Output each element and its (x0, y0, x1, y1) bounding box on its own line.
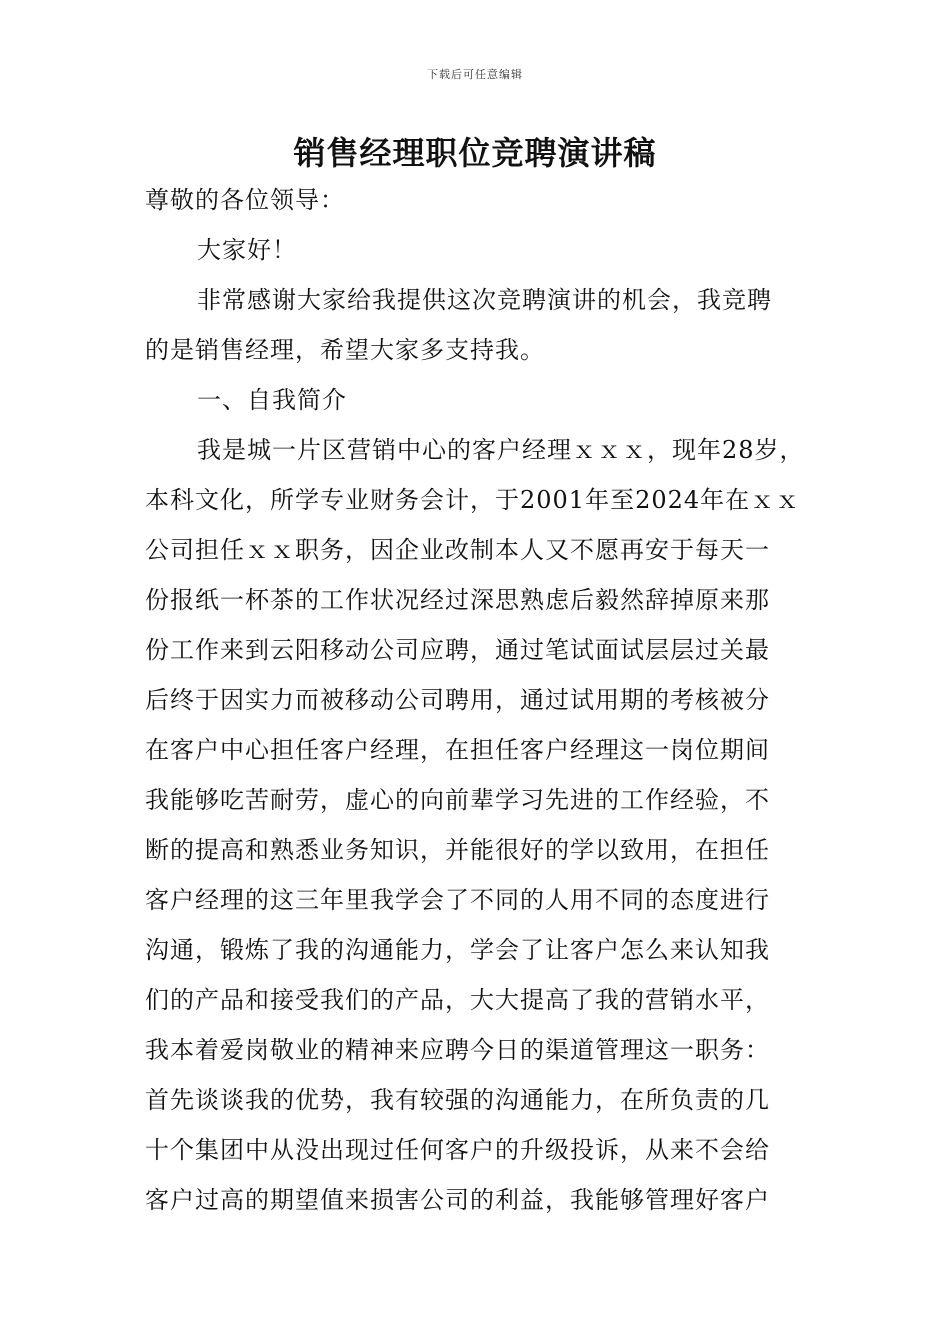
greeting-line: 大家好！ (197, 236, 297, 264)
document-body (145, 180, 810, 1230)
body-line: 非常感谢大家给我提供这次竞聘演讲的机会，我竞聘 (197, 286, 772, 314)
body-line: 断的提高和熟悉业务知识，并能很好的学以致用，在担任 (145, 836, 770, 864)
header-note: 下载后可任意编辑 (427, 68, 523, 81)
body-line: 们的产品和接受我们的产品，大大提高了我的营销水平， (145, 986, 770, 1014)
body-line: 客户经理的这三年里我学会了不同的人用不同的态度进行 (145, 886, 770, 914)
body-line: 我能够吃苦耐劳，虚心的向前辈学习先进的工作经验，不 (145, 786, 770, 814)
body-line: 我本着爱岗敬业的精神来应聘今日的渠道管理这一职务： (145, 1036, 770, 1064)
body-line: 的是销售经理，希望大家多支持我。 (145, 336, 545, 364)
body-line: 沟通，锻炼了我的沟通能力，学会了让客户怎么来认知我 (145, 936, 770, 964)
document-title: 销售经理职位竞聘演讲稿 (293, 134, 657, 172)
body-line: 本科文化，所学专业财务会计，于2001年至2024年在ｘｘ (145, 486, 801, 514)
body-line: 在客户中心担任客户经理，在担任客户经理这一岗位期间 (145, 736, 770, 764)
body-line: 首先谈谈我的优势，我有较强的沟通能力，在所负责的几 (145, 1086, 770, 1114)
body-line: 份工作来到云阳移动公司应聘，通过笔试面试层层过关最 (145, 636, 770, 664)
body-line: 后终于因实力而被移动公司聘用，通过试用期的考核被分 (145, 686, 770, 714)
salutation-line: 尊敬的各位领导： (145, 186, 345, 214)
body-line: 份报纸一杯茶的工作状况经过深思熟虑后毅然辞掉原来那 (145, 586, 770, 614)
body-line: 十个集团中从没出现过任何客户的升级投诉，从来不会给 (145, 1136, 770, 1164)
body-line: 我是城一片区营销中心的客户经理ｘｘｘ，现年28岁， (197, 436, 805, 464)
body-line: 客户过高的期望值来损害公司的利益，我能够管理好客户 (145, 1186, 770, 1214)
body-line: 公司担任ｘｘ职务，因企业改制本人又不愿再安于每天一 (145, 536, 770, 564)
section-heading: 一、自我简介 (197, 386, 347, 414)
